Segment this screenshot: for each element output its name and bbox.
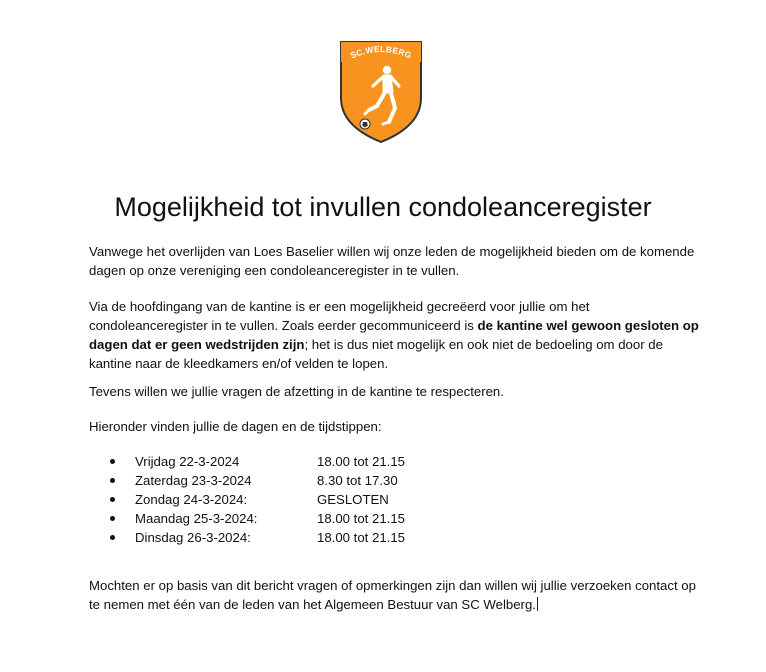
paragraph-respect: Tevens willen we jullie vragen de afzetting in de kantine te respecteren. <box>89 384 504 399</box>
paragraph-entrance-text-1: Via de hoofdingang van de kantine is er een mogelijkheid gecreëerd voor jullie om het condoleanceregister in te vullen. Zoals eerder gecommuniceerd is <box>89 299 590 333</box>
schedule-time: 8.30 tot 17.30 <box>317 473 398 488</box>
logo-text: SC.WELBERG <box>348 43 414 61</box>
schedule-time: 18.00 tot 21.15 <box>317 530 405 545</box>
club-crest-icon <box>339 40 423 144</box>
paragraph-entrance-bold: de kantine wel gewoon gesloten op dagen dat er geen wedstrijden zijn <box>89 318 699 352</box>
paragraph-entrance-text-2: ; het is dus niet mogelijk en ook niet de bedoeling om door de kantine naar de kleedkamers en/of velden te lopen. <box>89 337 663 371</box>
bullet-icon <box>110 516 115 521</box>
schedule-time: 18.00 tot 21.15 <box>317 511 405 526</box>
paragraph-contact[interactable] <box>89 576 709 614</box>
bullet-icon <box>110 535 115 540</box>
bullet-icon <box>110 478 115 483</box>
schedule-time: GESLOTEN <box>317 492 389 507</box>
paragraph-contact-text: Mochten er op basis van dit bericht vragen of opmerkingen zijn dan willen wij jullie verzoeken contact op te nemen met één van de leden van het Algemeen Bestuur van SC Welberg. <box>89 578 696 612</box>
schedule-time: 18.00 tot 21.15 <box>317 454 405 469</box>
schedule-day: Zondag 24-3-2024: <box>135 492 248 507</box>
schedule-day: Dinsdag 26-3-2024: <box>135 530 251 545</box>
paragraph-schedule-intro: Hieronder vinden jullie de dagen en de tijdstippen: <box>89 419 382 434</box>
bullet-icon <box>110 497 115 502</box>
bullet-icon <box>110 459 115 464</box>
schedule-day: Maandag 25-3-2024: <box>135 511 258 526</box>
paragraph-intro: Vanwege het overlijden van Loes Baselier willen wij onze leden de mogelijkheid bieden om de komende dagen op onze vereniging een condoleanceregister in te vullen. <box>89 244 695 278</box>
club-logo <box>339 40 423 144</box>
schedule-day: Zaterdag 23-3-2024 <box>135 473 252 488</box>
schedule-day: Vrijdag 22-3-2024 <box>135 454 240 469</box>
text-cursor <box>537 597 538 611</box>
document-title: Mogelijkheid tot invullen condoleanceregister <box>114 192 652 222</box>
paragraph-entrance <box>89 297 709 373</box>
